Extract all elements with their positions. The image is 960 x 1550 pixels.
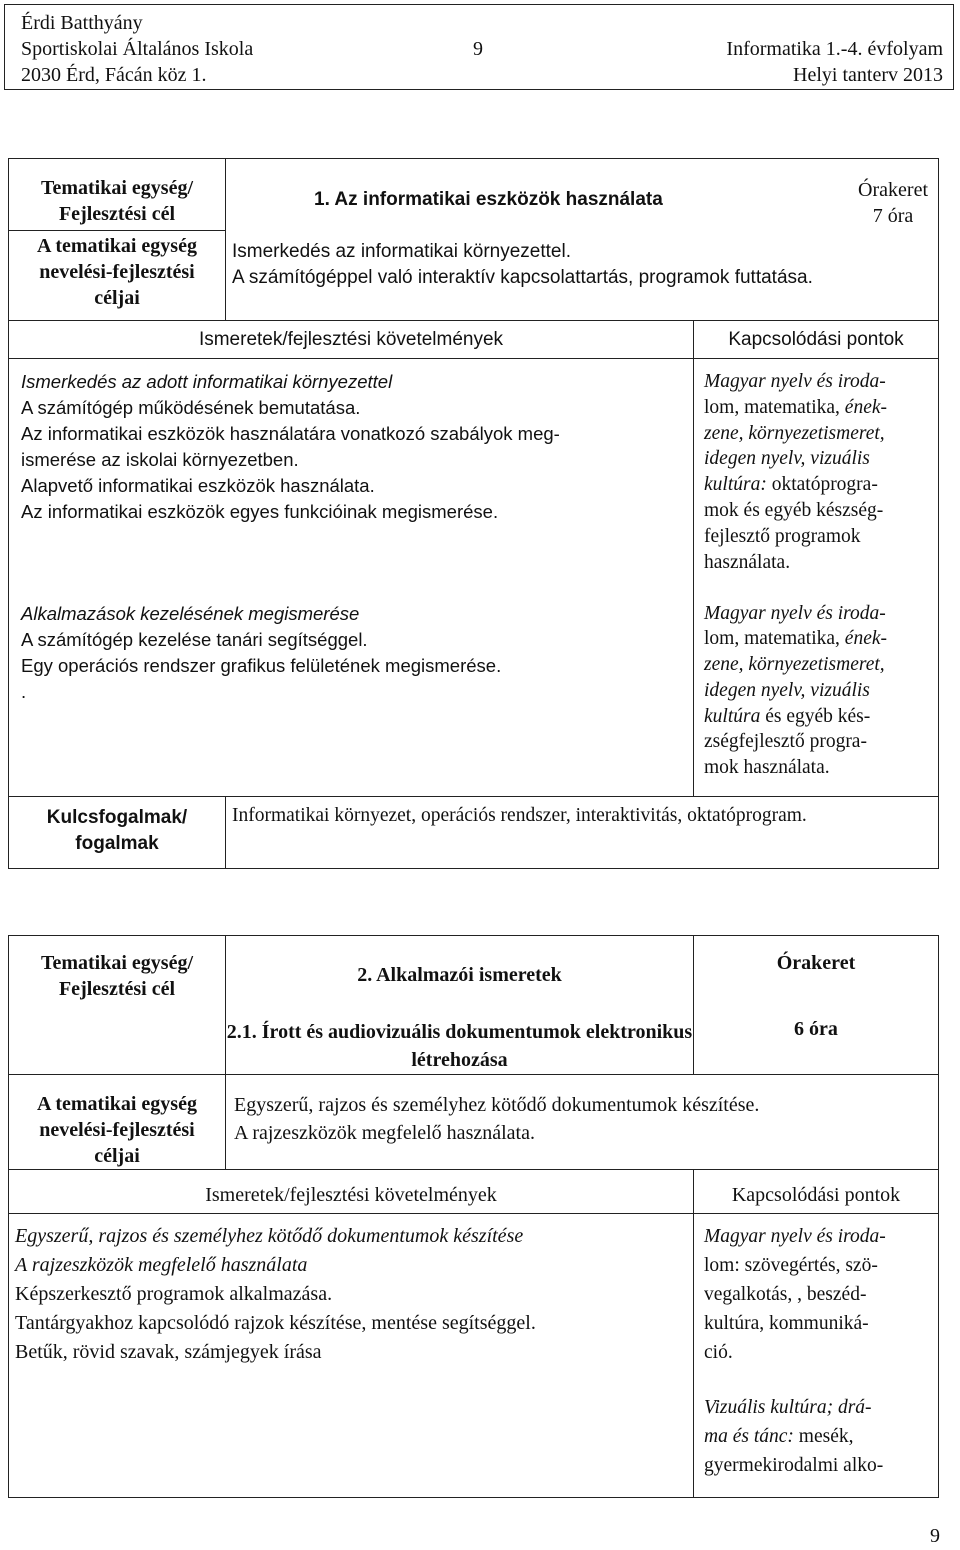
connection-line: zene, környezetismeret, <box>704 654 885 676</box>
connection-line: használata. <box>704 551 791 573</box>
connection-line: fejlesztő programok <box>704 525 861 547</box>
unit1-goals-label: A tematikai egység nevelési-fejlesztési céljai <box>9 231 226 321</box>
connection-line: lom, matematika, ének- <box>704 628 888 650</box>
unit1-key-terms: Informatikai környezet, operációs rendszer, interaktivitás, oktatóprogram. <box>226 797 939 869</box>
subject-title: Informatika 1.-4. évfolyam <box>726 38 943 60</box>
unit2-requirements: Egyszerű, rajzos és személyhez kötődő dokumentumok készítése A rajzeszközök megfelelő használata Képszerkesztő programok alkalmazása. Tantárgyakhoz kapcsolódó rajzok készítése, mentése segítséggel. Betűk, rövid szavak, számjegyek írása <box>9 1213 694 1497</box>
unit2-unit-label: Tematikai egység/ Fejlesztési cél <box>9 936 226 1075</box>
unit1-title-cell <box>226 159 939 231</box>
header-page-number: 9 <box>473 38 483 60</box>
unit1-unit-label: Tematikai egység/ Fejlesztési cél <box>9 159 226 231</box>
school-name-line2: Sportiskolai Általános Iskola <box>21 38 254 60</box>
connection-line: idegen nyelv, vizuális <box>704 448 870 470</box>
unit2-table <box>8 935 939 1498</box>
connection-line: kultúra és egyéb kés- <box>704 705 871 727</box>
unit2-connections: Magyar nyelv és iroda- lom: szövegértés, szö- vegalkotás, , beszéd- kultúra, kommuniká- ció. Vizuális kultúra; drá- ma és tánc: mesék, gyermekirodalmi alko- <box>694 1213 939 1497</box>
school-name-line1: Érdi Batthyány <box>21 12 143 34</box>
unit1-conn2 <box>694 597 939 797</box>
unit1-conn1 <box>694 359 939 597</box>
page-header <box>4 4 954 90</box>
unit2-goals-label: A tematikai egység nevelési-fejlesztési céljai <box>9 1074 226 1169</box>
connection-line: kultúra: oktatóprogra- <box>704 474 878 496</box>
connection-line: Magyar nyelv és iroda- <box>704 371 886 392</box>
unit2-subtitle: 2.1. Írott és audiovizuális dokumentumok elektronikus létrehozása <box>226 1006 694 1075</box>
connection-line: zségfejlesztő progra- <box>704 731 867 753</box>
connection-line: gyermekirodalmi alko- <box>704 1454 884 1476</box>
unit1-req-block1: Ismerkedés az adott informatikai környezettel A számítógép működésének bemutatása. Az informatikai eszközök használatára vonatkozó szabályok meg- ismerése az iskolai környezetben. Alapvető informatikai eszközök használata. Az informatikai eszközök egyes funkcióinak megismerése. <box>9 359 694 597</box>
unit1-conn-header: Kapcsolódási pontok <box>694 321 939 359</box>
unit2-title: 2. Alkalmazói ismeretek <box>226 936 694 1006</box>
school-address: 2030 Érd, Fácán köz 1. <box>21 64 207 86</box>
unit2-hours-label: Órakeret <box>694 936 939 1006</box>
unit1-hours: Órakeret 7 óra <box>858 179 928 227</box>
unit1-key-label: Kulcsfogalmak/ fogalmak <box>9 797 226 869</box>
connection-line: mok és egyéb készség- <box>704 499 884 521</box>
connection-line: zene, környezetismeret, <box>704 422 885 444</box>
unit1-req-header: Ismeretek/fejlesztési követelmények <box>9 321 694 359</box>
connection-line: Vizuális kultúra; drá- <box>704 1396 872 1418</box>
unit2-hours: 6 óra <box>694 1006 939 1075</box>
connection-line: Magyar nyelv és iroda- <box>704 602 886 624</box>
unit1-goals: Ismerkedés az informatikai környezettel. A számítógéppel való interaktív kapcsolattartás, programok futtatása. <box>226 231 939 321</box>
connection-line: ma és tánc: mesék, <box>704 1425 854 1447</box>
unit2-conn-header: Kapcsolódási pontok <box>694 1169 939 1213</box>
unit1-req-block2: Alkalmazások kezelésének megismerése A számítógép kezelése tanári segítséggel. Egy operációs rendszer grafikus felületének megismerése. . <box>9 597 694 797</box>
unit1-title: 1. Az informatikai eszközök használata <box>314 189 663 210</box>
connection-line: mok használata. <box>704 757 830 779</box>
unit1-table <box>8 158 939 869</box>
unit2-req-header: Ismeretek/fejlesztési követelmények <box>9 1169 694 1213</box>
curriculum-label: Helyi tanterv 2013 <box>793 64 943 86</box>
unit2-goals: Egyszerű, rajzos és személyhez kötődő dokumentumok készítése. A rajzeszközök megfelelő használata. <box>226 1074 939 1169</box>
footer-page-number: 9 <box>930 1525 940 1547</box>
connection-line: lom, matematika, ének- <box>704 396 888 418</box>
connection-line: idegen nyelv, vizuális <box>704 679 870 701</box>
